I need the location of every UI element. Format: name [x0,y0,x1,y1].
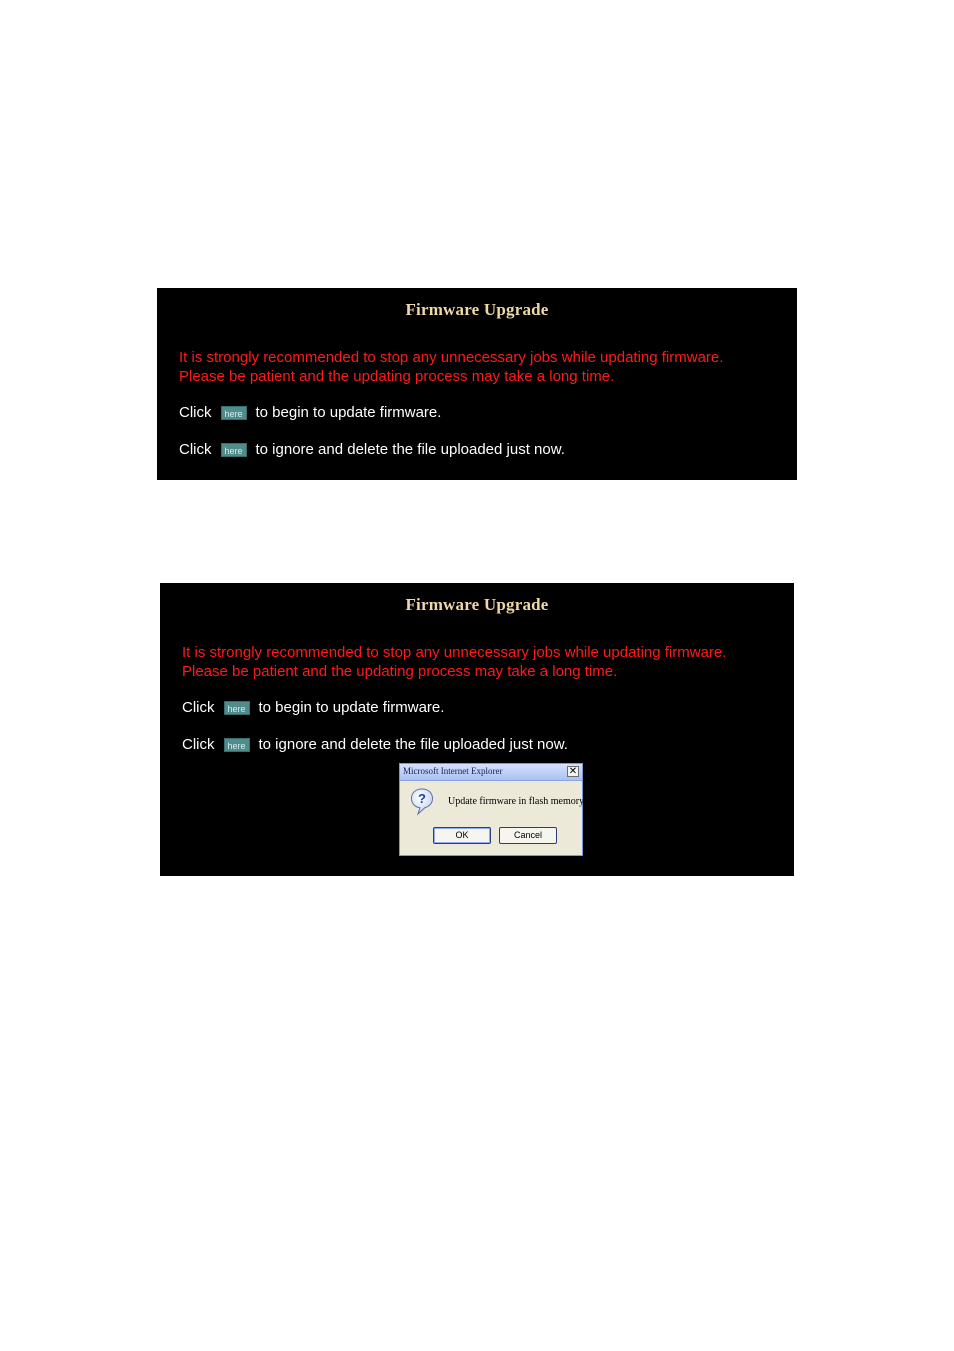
warning-line-2: Please be patient and the updating process may take a long time. [182,663,618,680]
begin-update-text: to begin to update firmware. [258,699,445,716]
question-icon [410,788,434,816]
click-label: Click [179,404,212,421]
click-label: Click [182,736,215,753]
ok-button[interactable]: OK [433,827,491,844]
dialog-title: Microsoft Internet Explorer [403,766,503,776]
warning-message [182,643,726,681]
cancel-button[interactable]: Cancel [499,827,557,844]
confirm-dialog [399,763,589,856]
firmware-upgrade-panel [157,288,797,480]
click-label: Click [179,441,212,458]
warning-message [179,348,723,386]
ignore-delete-text: to ignore and delete the file uploaded just now. [255,441,565,458]
begin-update-text: to begin to update firmware. [255,404,442,421]
warning-line-1: It is strongly recommended to stop any unnecessary jobs while updating firmware. [179,349,724,366]
begin-update-row [182,698,444,717]
page-title: Firmware Upgrade [405,595,549,614]
firmware-upgrade-panel-with-dialog [160,583,794,876]
begin-update-row [179,403,441,422]
click-label: Click [182,699,215,716]
ignore-delete-here-button[interactable]: here [221,443,247,457]
begin-update-here-button[interactable]: here [221,406,247,420]
ignore-delete-row [179,440,565,459]
page-title: Firmware Upgrade [405,300,549,319]
ignore-delete-text: to ignore and delete the file uploaded just now. [258,736,568,753]
ignore-delete-row [182,735,568,754]
dialog-titlebar[interactable] [400,764,582,781]
dialog-message: Update firmware in flash memory? [448,796,589,807]
svg-text:?: ? [418,791,426,806]
close-icon[interactable]: ✕ [568,766,578,777]
ignore-delete-here-button[interactable]: here [224,738,250,752]
warning-line-1: It is strongly recommended to stop any unnecessary jobs while updating firmware. [182,644,727,661]
begin-update-here-button[interactable]: here [224,701,250,715]
warning-line-2: Please be patient and the updating process may take a long time. [179,368,615,385]
